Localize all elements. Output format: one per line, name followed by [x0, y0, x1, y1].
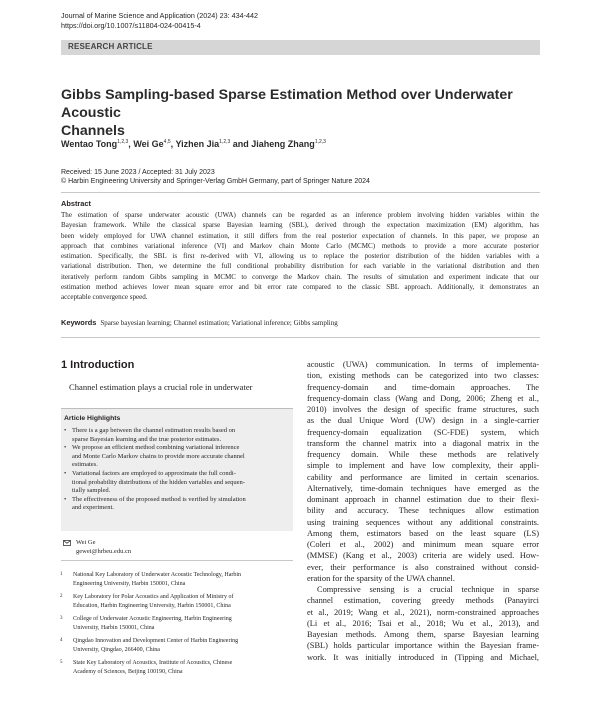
publication-dates [61, 168, 370, 186]
highlight-item [64, 444, 288, 470]
keywords-label: Keywords [61, 318, 97, 327]
affiliation-line: Academy of Sciences, Beijing 100190, China [73, 668, 183, 675]
affiliation-line: State Key Laboratory of Acoustics, Institute of Acoustics, Chinese [73, 660, 233, 666]
keywords-text: Sparse bayesian learning; Channel estimation; Variational inference; Gibbs sampling [100, 319, 338, 327]
abstract-line: iteratively perform random Gibbs sampling in MCMC to converge the Markov chain. The results of simulation and experiment indicate that our [61, 272, 539, 281]
highlight-line: sparse Bayesian learning and the true posterior estimates. [72, 435, 222, 443]
affiliation-mark: 1 [60, 572, 63, 577]
body-line: bility and accuracy. These techniques allow estimation [307, 506, 539, 516]
highlight-line: estimates. [72, 461, 98, 469]
body-line: Bayesian methods. Among them, sparse Bayesian learning [307, 630, 539, 639]
affiliation-line: National Key Laboratory of Underwater Acoustic Technology, Harbin [73, 572, 242, 578]
abstract-line: estimation method achieves lower mean square error and bit error rate compared to the classic SBL approach. Additionally, it demonstrates an [61, 283, 539, 292]
affiliation [60, 637, 239, 655]
contact-name: Wei Ge [76, 539, 96, 546]
abstract-line: variational distribution. Then, we determine the full conditional probability distribution for each variable in the variational distribution and then [61, 262, 539, 271]
author-separator: and [230, 139, 252, 149]
body-line: using training sequences without any additional constraints. [307, 517, 539, 527]
author-affiliation-mark: 1,2,3 [117, 139, 129, 145]
author-list [61, 139, 326, 149]
body-line: tion, existing methods can be categorized into two classes: [307, 371, 539, 381]
bullet-icon: • [64, 444, 67, 452]
body-line: (SBL) holds particular importance within the Bayesian frame- [307, 641, 539, 651]
affiliation-mark: 3 [60, 616, 63, 621]
received-accepted: Received: 15 June 2023 / Accepted: 31 July 2023 [61, 169, 215, 176]
body-line: ever, their performance is also constrained without consid- [307, 562, 539, 572]
highlight-line: The effectiveness of the proposed method is verified by simulation [72, 495, 246, 503]
highlight-line: tially sampled. [72, 487, 111, 495]
highlight-line: Variational factors are employed to approximate the full condi- [72, 469, 236, 477]
affiliation-line: Qingdao Innovation and Development Center of Harbin Engineering [73, 638, 239, 644]
title-line: Gibbs Sampling-based Sparse Estimation Method over Underwater Acoustic [61, 87, 513, 121]
affiliation-line: Education, Harbin Engineering University, Harbin 150001, China [73, 602, 231, 609]
journal-citation: Journal of Marine Science and Application (2024) 23: 434-442 [61, 11, 258, 20]
highlight-line: and experiment. [72, 504, 114, 512]
abstract-line: The estimation of sparse underwater acoustic (UWA) channels can be regarded as an inference problem involving hidden variables within the [61, 211, 539, 219]
abstract-line: estimation. Specifically, the SBL is first re-derived with VI, allowing us to replace the posterior distribution of the hidden variables with a [61, 252, 539, 261]
affiliation-line: University, Qingdao, 266400, China [73, 646, 160, 653]
divider [61, 337, 540, 338]
highlight-item [64, 470, 288, 496]
body-line: as the dual Unique Word (UW) design in a single-carrier [307, 416, 539, 426]
affiliation-line: College of Underwater Acoustic Engineering, Harbin Engineering [73, 616, 232, 622]
abstract-line: approach that combines variational inference (VI) and Markov chain Monte Carlo (MCMC) methods to provide a more accurate posterior [61, 241, 539, 250]
body-line: frequency-domain equalization (SC-FDE) system, which [307, 427, 539, 437]
highlight-line: There is a gap between the channel estimation results based on [72, 427, 236, 434]
author-separator: , [128, 139, 134, 149]
title-line: Channels [61, 123, 125, 139]
highlight-line: tional probability distributions of the hidden variables and sequen- [72, 478, 245, 486]
bullet-icon: • [64, 469, 67, 477]
affiliation-line: Key Laboratory for Polar Acoustics and Application of Ministry of [73, 594, 234, 600]
affiliation [60, 593, 234, 611]
abstract-heading: Abstract [61, 199, 91, 208]
journal-header [61, 11, 258, 31]
body-line: simple to implement and have low complexity, their appli- [307, 461, 539, 471]
affiliation [60, 571, 242, 589]
divider [61, 560, 293, 561]
section-heading: 1 Introduction [61, 359, 135, 371]
envelope-icon [63, 540, 71, 546]
copyright-notice: © Harbin Engineering University and Springer-Verlag GmbH Germany, part of Springer Nature 2024 [61, 178, 370, 185]
affiliation-line: University, Harbin 150001, China [73, 624, 155, 631]
body-line: 2010) involves the design of specific frame structures, such [307, 405, 539, 414]
body-line: frequency-domain and time-domain approaches. The [307, 382, 539, 392]
keywords [61, 318, 338, 327]
affiliation [60, 615, 232, 633]
abstract-line: Bayesian framework. While the classical sparse Bayesian learning (SBL), derived through the expectation maximization (EM) algorithm, has [61, 221, 539, 230]
affiliation-line: Engineering University, Harbin 150001, China [73, 580, 186, 587]
highlights-heading: Article Highlights [64, 415, 121, 422]
body-line: work. It was initially introduced in (Tipping and Michael, [307, 652, 539, 662]
affiliation-mark: 4 [60, 638, 63, 643]
body-line: frequency domain. While these methods are relatively [307, 450, 539, 459]
affiliation-mark: 5 [60, 660, 63, 665]
bullet-icon: • [64, 495, 67, 503]
body-line: cability and performance are limited in certain scenarios. [307, 472, 539, 482]
author-name[interactable]: Wei Ge [133, 139, 164, 149]
author-name[interactable]: Jiaheng Zhang [251, 139, 315, 149]
author-name[interactable]: Wentao Tong [61, 139, 118, 149]
highlights-list [64, 427, 288, 513]
body-line: dominant approach in channel estimation due to their flexi- [307, 495, 539, 504]
body-line: Alternatively, time-domain techniques have emerged as the [307, 483, 539, 493]
body-line: eration for the sparsity of the UWA channel. [307, 573, 455, 583]
abstract-line: been widely employed for UWA channel estimation, it still differs from the real posterior expectation of channels. In this paper, we propose an [61, 231, 539, 240]
body-right-column [307, 359, 539, 663]
author-name[interactable]: Yizhen Jia [175, 139, 220, 149]
intro-first-line: Channel estimation plays a crucial role in underwater [69, 382, 253, 392]
highlight-item [64, 496, 288, 513]
contact-email[interactable]: gewei@hrbeu.edu.cn [76, 548, 132, 555]
body-line: transform the channel matrix into a diagonal matrix in the [307, 438, 539, 448]
body-line: Among them, estimators based on the least square (LS) [307, 528, 539, 538]
highlight-line: We propose an efficient method combining variational inference [72, 444, 240, 452]
author-separator: , [170, 139, 176, 149]
journal-doi[interactable]: https://doi.org/10.1007/s11804-024-00415-4 [61, 21, 201, 30]
author-affiliation-mark: 4,5 [163, 139, 171, 145]
affiliation-mark: 2 [60, 594, 63, 599]
divider [61, 192, 540, 193]
article-type-label: RESEARCH ARTICLE [68, 42, 153, 51]
body-line: Compressive sensing is a crucial technique in sparse [317, 585, 539, 594]
highlight-item [64, 427, 288, 444]
body-line: et al., 2019; Wang et al., 2021), norm-constrained approaches [307, 607, 539, 617]
body-line: (Coleri et al., 2002) and minimum mean square error [307, 540, 539, 549]
article-title [61, 86, 531, 140]
body-line: acoustic (UWA) communication. In terms of implementa- [307, 360, 539, 369]
author-affiliation-mark: 1,2,3 [314, 139, 326, 145]
abstract-body [61, 210, 539, 303]
corresponding-author [76, 538, 131, 556]
body-line: frequency-domain class (Wang and Dong, 2006; Zheng et al., [307, 393, 539, 403]
bullet-icon: • [64, 427, 67, 434]
abstract-line: acceptable convergence speed. [61, 293, 148, 302]
body-line: (Li et al., 2016; Tsai et al., 2018; Wu et al., 2013), and [307, 618, 539, 628]
author-affiliation-mark: 1,2,3 [219, 139, 231, 145]
body-line: (MMSE) (Kang et al., 2003) criteria are widely used. How- [307, 551, 539, 561]
highlight-line: and Monte Carlo Markov chains to provide more accurate channel [72, 452, 245, 460]
body-line: channel estimation, covering greedy methods (Panayirci [307, 596, 539, 606]
affiliation [60, 659, 233, 677]
